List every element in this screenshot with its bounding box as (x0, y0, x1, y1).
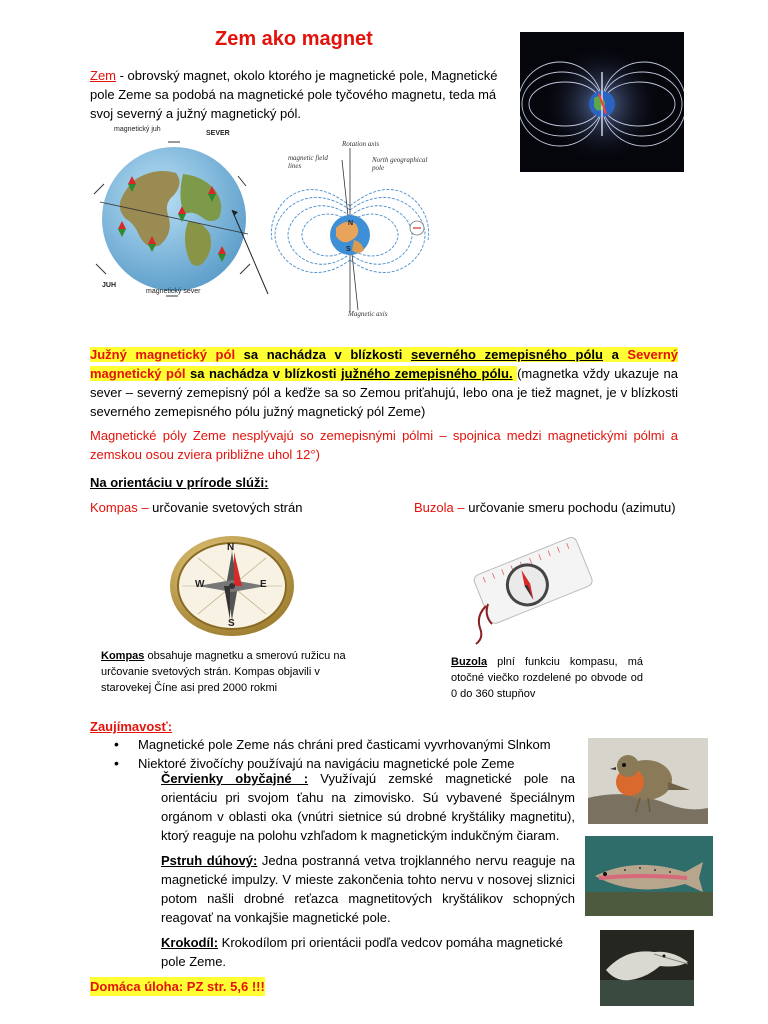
magnetosphere-illustration (520, 32, 684, 172)
angle-paragraph: Magnetické póly Zeme nesplývajú so zemepisnými pólmi – spojnica medzi magnetickými pólmi a zemskou osou zviera približne uhol 12°) (90, 428, 678, 462)
buzola-name: Buzola (414, 500, 454, 515)
compass-letter-n: N (227, 542, 235, 553)
juzny-pol: Južný magnetický pól (90, 347, 236, 362)
kompas-desc: určovanie svetových strán (152, 500, 303, 515)
kompas-caption-name: Kompas (101, 650, 145, 662)
label-magnetic-axis: Magnetic axis (348, 310, 388, 318)
crocodile-photo (600, 930, 694, 1006)
page-title: Zem ako magnet (215, 28, 373, 50)
zaujimavost-heading: Zaujímavosť: (90, 719, 173, 734)
croc-name: Krokodíl: (161, 935, 219, 950)
buzola-caption-name: Buzola (451, 656, 488, 668)
label-juh: JUH (102, 282, 117, 289)
kompas-caption (101, 648, 371, 696)
trout-name: Pstruh dúhový: (161, 853, 258, 868)
robin-name: Červienky obyčajné : (161, 771, 309, 786)
robin-illustration (588, 738, 708, 824)
intro-text: - obrovský magnet, okolo ktorého je magnetické pole, Magnetické pole Zeme sa podobá na magnetické pole tyčového magnetu, teda má svoj severný a južný magnetický pól. (90, 68, 498, 121)
orientation-heading: Na orientáciu v prírode slúži: (90, 475, 269, 490)
label-n: N (348, 220, 354, 227)
compass-letter-w: W (195, 579, 205, 590)
label-magneticky-juh: magnetický juh (114, 126, 161, 133)
globe-diagram (88, 124, 270, 304)
kompas-caption-text: obsahuje magnetku a smerovú ružicu na určovanie svetových strán. Kompas objavili v starovekej Číne asi pred 2000 rokmi (101, 650, 346, 694)
facts-list (112, 735, 582, 773)
label-north-geographical-pole: North geographical pole (372, 156, 428, 172)
severny-pol: Severný magnetický pól (90, 347, 678, 381)
magnetic-field-diagram (270, 140, 450, 322)
robin-text: Využívajú zemské magnetické pole na orientáciu pri svojom ťahu na zimovisko. Sú vybavené špeciálnym orgánom v oblasti oka (vnútri sietnice sú drobné kryštáliky magnetitu), ktorý reaguje na polohu vzhľadom k magnetickým indukčným čiaram. (161, 771, 576, 843)
orienteering-compass-illustration (450, 536, 600, 646)
poles-paragraph (90, 345, 678, 421)
compass-letter-e: E (260, 579, 267, 590)
trout-paragraph (161, 851, 575, 927)
compass-letter-s: S (228, 618, 235, 629)
trout-text: Jedna postranná vetva trojklanného nervu reaguje na magnetické impulzy. V mieste zakončenia tohto nervu v nosovej sliznici potom našli drobné reťazca magnetitových kryštálikov schopných reagovať na vonkajšie magnetické pole. (161, 853, 575, 925)
buzola-desc: určovanie smeru pochodu (468, 500, 618, 515)
earth-magnetosphere-image (520, 32, 684, 172)
kompas-line (90, 498, 302, 517)
croc-text: Krokodílom pri orientácii podľa vedcov pomáha magnetické pole Zeme. (161, 935, 563, 969)
label-magneticky-sever: magnetický sever (146, 288, 201, 295)
label-s: S (346, 246, 351, 253)
label-magnetic-field-lines: magnetic field lines (288, 154, 328, 170)
list-item: • Niektoré živočíchy používajú na navigáciu magnetické pole Zeme (112, 754, 582, 773)
buzola-dash: – (453, 500, 469, 515)
list-item: • Magnetické pole Zeme nás chráni pred časticami vyvrhovanými Slnkom (112, 735, 582, 754)
conjunction-a: a (602, 347, 628, 362)
compass-image (168, 532, 296, 636)
sa-nachadza-1: sa nachádza v blízkosti (235, 347, 411, 362)
buzola-line (414, 498, 676, 517)
severny-zemepisny-pol: severného zemepisného pólu (410, 347, 603, 362)
buzola-caption-text: plní funkciu kompasu, má otočné viečko rozdelené po obvode od 0 do 360 stupňov (451, 656, 643, 700)
robin-photo (588, 738, 708, 824)
trout-photo (585, 836, 713, 916)
buzola-caption (451, 654, 643, 702)
intro-term: Zem (90, 68, 116, 83)
label-sever: SEVER (206, 130, 230, 137)
crocodile-illustration (600, 930, 694, 1006)
homework-note: Domáca úloha: PZ str. 5,6 !!! (90, 979, 265, 994)
poles-note: (magnetka vždy ukazuje na sever – severný zemepisný pól a keďže sa so Zemou priťahujú, lebo ona je tiež magnet, je v blízkosti severného zemepisného pólu južný magnetický pól Zeme) (90, 366, 679, 419)
sa-nachadza-2: sa nachádza v blízkosti (185, 366, 342, 381)
croc-paragraph (161, 933, 589, 971)
globe-illustration (88, 124, 270, 304)
juzny-zemepisny-pol: južného zemepisného pólu. (341, 366, 513, 381)
intro-paragraph (90, 66, 500, 123)
kompas-name: Kompas (90, 500, 138, 515)
label-rotation-axis: Rotation axis (342, 140, 380, 148)
orienteering-compass-image (450, 536, 600, 646)
robin-paragraph (161, 769, 575, 845)
trout-illustration (585, 836, 713, 916)
buzola-extra: (azimutu) (617, 500, 676, 515)
kompas-dash: – (137, 500, 153, 515)
